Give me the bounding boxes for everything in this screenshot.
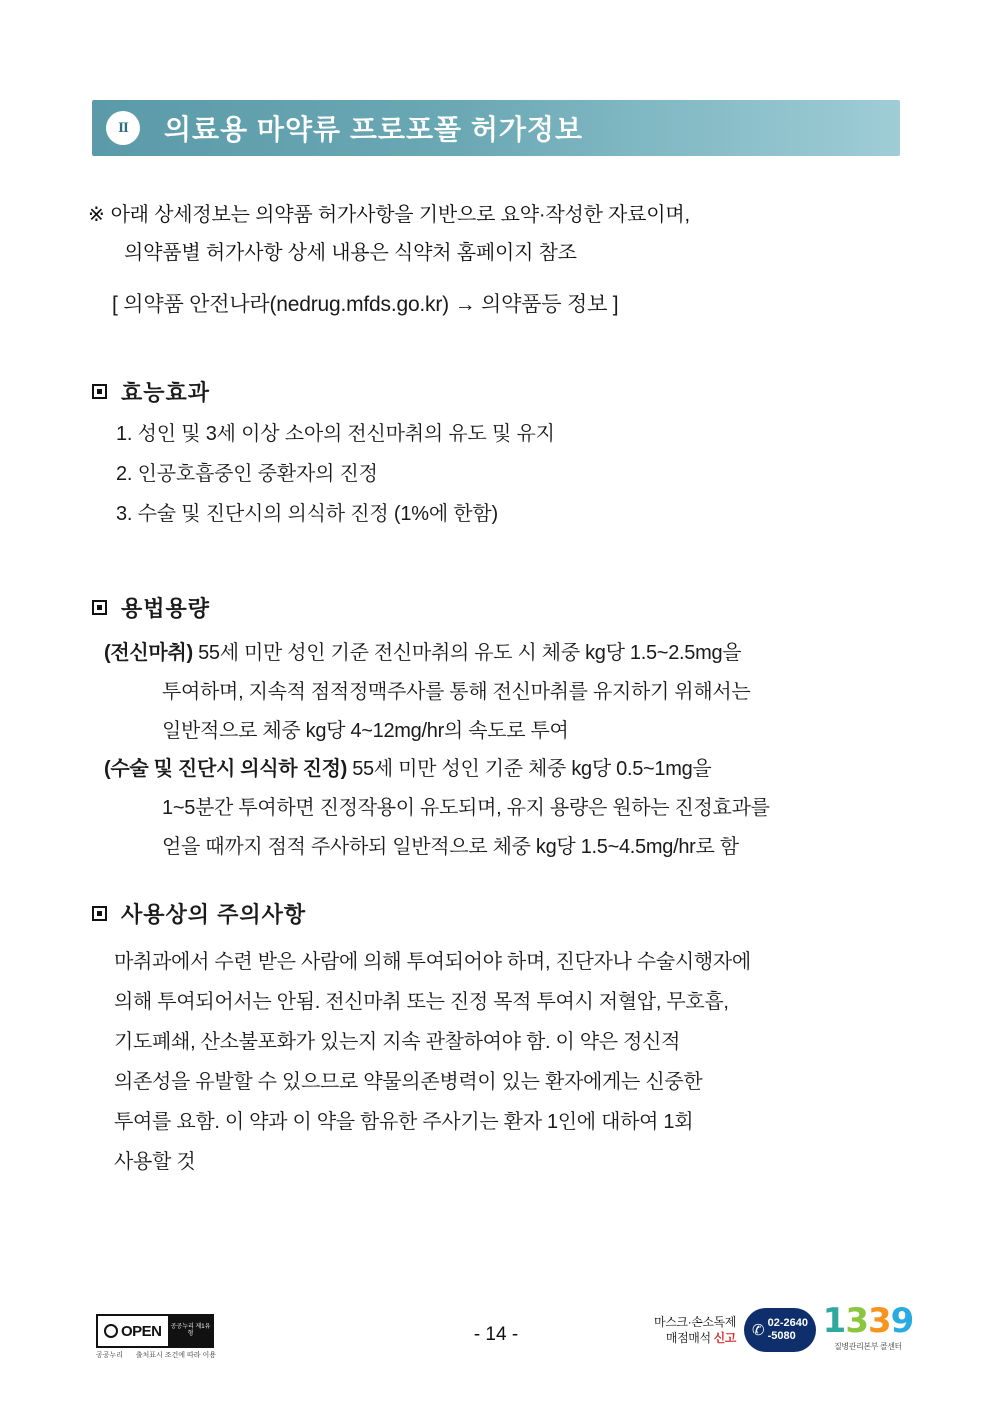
page-number: - 14 - — [473, 1324, 519, 1345]
page-title: 의료용 마약류 프로포폴 허가정보 — [164, 114, 584, 145]
mask-notice-plain: 매점매석 — [665, 1331, 714, 1346]
bullet-square-icon — [92, 384, 107, 399]
logo-digit-3: 3 — [868, 1301, 891, 1341]
note-line-2: 의약품별 허가사항 상세 내용은 식약처 홈페이지 참조 — [124, 242, 577, 264]
heading-precautions-label: 사용상의 주의사항 — [121, 902, 307, 927]
mask-notice-highlight: 신고 — [713, 1331, 736, 1346]
logo-digits — [820, 1301, 916, 1341]
efficacy-list — [116, 414, 936, 534]
dosage-label: (전신마취) — [104, 642, 193, 664]
dosage-block-general-anesthesia — [104, 634, 922, 751]
open-caption — [96, 1350, 216, 1360]
precautions-line: 마취과에서 수련 받은 사람에 의해 투여되어야 하며, 진단자나 수술시행자에 — [114, 951, 751, 973]
reference-link[interactable]: [ 의약품 안전나라(nedrug.mfds.go.kr) → 의약품등 정보 ] — [112, 293, 619, 316]
dosage-text-1: 55세 미만 성인 기준 전신마취의 유도 시 체중 kg당 1.5~2.5mg을 — [192, 642, 742, 664]
precautions-line: 투여를 요함. 이 약과 이 약을 함유한 주사기는 환자 1인에 대하여 1회 — [114, 1111, 694, 1133]
precautions-line: 의존성을 유발할 수 있으므로 약물의존병력이 있는 환자에게는 신중한 — [114, 1071, 703, 1093]
dosage-first-line — [104, 750, 922, 789]
logo-caption: 질병관리본부 콜센터 — [834, 1342, 902, 1351]
hotline-phone-badge — [744, 1308, 816, 1352]
note-mark: ※ — [88, 204, 105, 226]
dosage-text-3: 일반적으로 체중 kg당 4~12mg/hr의 속도로 투여 — [162, 720, 569, 742]
logo-digit-2: 3 — [845, 1301, 868, 1341]
open-label: OPEN — [121, 1322, 162, 1340]
open-caption-left: 공공누리 — [96, 1352, 124, 1359]
dosage-text-2: 1~5분간 투여하면 진정작용이 유도되며, 유지 용량은 원하는 진정효과를 — [162, 797, 770, 819]
heading-dosage-label: 용법용량 — [121, 596, 211, 621]
dosage-label: (수술 및 진단시 의식하 진정) — [104, 758, 347, 780]
list-item: 2. 인공호흡중인 중환자의 진정 — [116, 463, 378, 485]
heading-precautions — [92, 898, 306, 929]
note-line-1 — [88, 196, 918, 234]
precautions-line: 의해 투여되어서는 안됨. 전신마취 또는 진정 목적 투여시 저혈압, 무호흡, — [114, 991, 729, 1013]
open-type-text: 공공누리 제1유형 — [170, 1323, 211, 1337]
heading-efficacy-label: 효능효과 — [121, 380, 211, 405]
heading-efficacy — [92, 376, 210, 407]
mask-notice-line-1: 마스크·손소독제 — [654, 1315, 736, 1329]
phone-line-1: 02-2640 — [767, 1317, 808, 1330]
section-banner — [92, 100, 900, 156]
list-item: 1. 성인 및 3세 이상 소아의 전신마취의 유도 및 유지 — [116, 423, 555, 445]
heading-dosage — [92, 592, 210, 623]
note-block — [88, 196, 918, 272]
precautions-line: 사용할 것 — [114, 1151, 196, 1173]
logo-digit-1: 1 — [822, 1301, 846, 1341]
mask-report-notice — [654, 1314, 736, 1346]
phone-icon: ✆ — [752, 1322, 765, 1339]
bullet-square-icon — [92, 906, 107, 921]
precautions-line: 기도폐쇄, 산소불포화가 있는지 지속 관찰하여야 함. 이 약은 정신적 — [114, 1031, 681, 1053]
dosage-text-2: 투여하며, 지속적 점적정맥주사를 통해 전신마취를 유지하기 위해서는 — [162, 681, 751, 703]
bullet-square-icon — [92, 600, 107, 615]
kdca-callcenter-logo — [820, 1301, 916, 1352]
dosage-text-1: 55세 미만 성인 기준 체중 kg당 0.5~1mg을 — [346, 758, 712, 780]
dosage-block-conscious-sedation — [104, 750, 922, 867]
phone-line-2: -5080 — [767, 1330, 796, 1342]
dosage-text-3: 얻을 때까지 점적 주사하되 일반적으로 체중 kg당 1.5~4.5mg/hr로 함 — [162, 836, 739, 858]
mask-notice-line-2 — [654, 1330, 736, 1346]
page-footer — [0, 1300, 992, 1370]
dosage-first-line — [104, 634, 922, 673]
note-text-1: 아래 상세정보는 의약품 허가사항을 기반으로 요약·작성한 자료이며, — [110, 204, 690, 226]
logo-digit-4: 9 — [890, 1301, 914, 1341]
banner-badge: II — [106, 111, 140, 145]
open-caption-right: 출처표시 조건에 따라 이용 — [135, 1352, 216, 1359]
phone-number — [768, 1317, 808, 1342]
precautions-body — [114, 942, 920, 1182]
list-item: 3. 수술 및 진단시의 의식하 진정 (1%에 한함) — [116, 503, 499, 525]
